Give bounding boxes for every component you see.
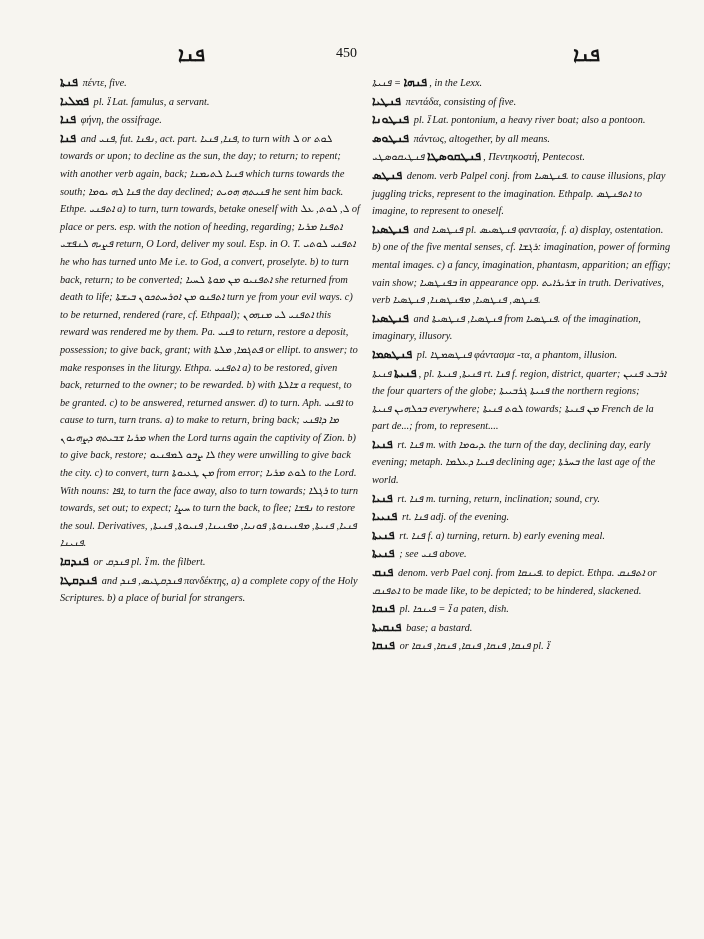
entry-headword: ܦܢܛܣ [372,167,403,182]
dictionary-entry [60,572,360,608]
dictionary-entry [372,346,672,365]
dictionary-entry [372,130,672,149]
entry-definition: denom. verb Palpel conj. from ܦܢܛܣܝܐ. to cause illusions, play juggling tricks, represent to the imagination. Ethpalp. ܐܬܦܢܛܣ to imagine, to represent to oneself. [372,170,666,218]
dictionary-entry [372,436,672,490]
dictionary-entry [372,545,672,564]
entry-definition: and ܦܢܛܣܝܐ pl. ܦܢܛܣܝܣ φαντασία, f. a) display, ostentation. b) one of the five mental senses, cf. ܪܓܫܐ: imagination, power of forming mental images. c) a fancy, imagination, phantasm, apparition; an effigy; vain show; ܒܦܢܛܣܝܐ in appearance opp. ܫܪܝܪܐܝܬ in truth. Derivatives, verb ܦܢܛܣ, ܦܢܛܣܝܐ, ܡܦܢܛܣܢܐ, ܦܢܛܣܝܐ. [372,224,671,307]
dictionary-entry [60,74,360,93]
entry-headword: ܦܢܝܬܐ [372,546,395,561]
dictionary-entry [60,111,360,130]
dictionary-entry [372,365,672,436]
left-running-head: ܦܢܐ [178,44,205,66]
entry-definition: pl. ܐ̈ Lat. famulus, a servant. [93,96,210,108]
dictionary-entry [372,74,672,93]
entry-headword: ܦܡܠܝܐ [60,93,89,108]
entry-definition: denom. verb Pael conj. from ܦܝܢܩܐ. to depict. Ethpa. ܐܬܦܢܩ or ܐܬܦܢܩ to be made like, to be depicted; to be hindered, slackened. [372,568,657,597]
dictionary-entry [372,167,672,221]
dictionary-entry [372,221,672,310]
entry-headword: ܦܢܝܬܐ [394,365,417,380]
entry-headword: ܦܢܝܝܐ [372,509,398,524]
entry-headword: ܦܢܩ [372,565,394,580]
entry-definition: base; a bastard. [406,622,473,634]
entry-definition: πέντε, five. [82,78,127,89]
entry-definition: rt. ܦܢܐ adj. of the evening. [401,512,510,524]
entry-headword: ܦܢܛܘܢܐ [372,112,410,127]
entry-definition: πάντως, altogether, by all means. [413,133,550,145]
entry-headword: ܦܢܬܐ [60,75,79,89]
entry-definition: = ܦܢܝܬܐ, in the Lexx. [372,78,483,89]
entry-headword: ܦܢܐ [60,112,77,127]
entry-definition: ܦܢܝܬܐ, pl. ܦܢܝܬܐ, ܦܢܝܬܐ rt. ܦܢܐ f. region, district, quarter; ܐܪܒܥ ܦܢܝܢ the four quarters of the globe; ܦܢܝܬܐ ܓܪܒܝܝܬܐ the northern regions; ܒܟܠܗܝܢ ܦܢܝܬܐ everywhere; ܠܘܬ ܦܢܝܬܐ towards; ܡܢ ܦܢܝܬܐ French de la part de...; from, to represent.... [372,368,667,433]
entry-definition: πεντάδα, consisting of five. [405,96,517,108]
entry-headword: ܦܢܩܝܬܐ [372,619,402,634]
entry-definition: pl. ܐ̈ = ܦܝܢܟܐ a paten, dish. [399,604,509,616]
entry-headword: ܦܢܛܣܝܐ [372,221,409,236]
running-header [60,44,660,68]
entry-headword: ܦܢܩܐ [372,601,395,616]
dictionary-entry [372,93,672,112]
dictionary-entry [372,619,672,638]
entry-headword: ܦܢܕܩܐ [60,554,89,569]
entry-headword: ܦܢܝܬܐ [372,527,395,542]
entry-definition: pl. ܦܢܛܣܡܛܐ φάντασμα -τα, a phantom, illusion. [416,349,618,361]
page-number: 450 [336,46,357,61]
right-running-head: ܦܢܐ [573,44,600,66]
entry-definition: or ܦܢܩܐ, ܦܢܩܐ, ܦܢܩܐ, ܦܢܩܐ, ܦܢܩܐ pl. ܐ̈ [399,641,550,653]
entry-headword: ܦܢܗܐ [403,75,428,89]
entry-definition: and ܦܢܝ, fut. ܢܦܢܐ, act. part. ܦܢܐ, ܦܢܝܐ, to turn with ܠ or ܠܘܬ towards or upon; to decline as the sun, the day; to return; to repent; with another verb again, back; ܦܢܝܐ ܠܬܝܡܢܐ which turns towards the south; ܦܢܐ ܠܗ ܝܘܡܐ the day declined; ܦܢܝܬܗ ܗܘܝܬ he sent him back. Ethpe. ܐܬܦܢܝ a) to turn, turn towards, betake oneself with ܠ, ܠܘܬ, ܥܠ of place or pers. esp. with the notion of heeding, regarding; ܐܬܦܢܐ ܡܪܝܐ ܦܨܝܗ ܠܢܦܫܝ return, O Lord, deliver my soul. Esp. in O. T. ܐܬܦܢܝ ܠܘܬܝ he who has turned unto Me i.e. to God, a convert, proselyte. b) to turn back, return; to be converted; ܐܬܦܢܝܘ ܡܢ ܡܘܬܐ ܠܚܝܐ she returned from death to life; ܐܬܦܢܘ ܡܢ ܐܘܪܚܬܟܘܢ ܒܝܫܬܐ turn ye from your evil ways. c) to be returned, rendered (rare, cf. Ethpaal); ܐܬܦܢܝ ܠܝ ܡܢܗܘܢ this reward was rendered me by them. Pa. ܦܢܝ to return, restore a deposit, possession; to give back, grant; with ܦܬܓܡܐ, ܡܠܬܐ or ellipt. to answer; to make responses in the liturgy. Ethpa. ܐܬܦܢܝ a) to be restored, given back, returned to the owner; to be rewarded. b) with ܫܐܠܬܐ a request, to be granted. c) to be answered, returned answer. d) to turn. Aph. ܐܦܢܝ to cause to turn, turn trans. a) to make to return, bring back; ܡܐ ܕܐܦܢܝ ܡܪܝܐ ܫܒܝܬܗ ܕܨܗܝܘܢ when the Lord turns again the captivity of Zion. b) to give back, restore; ܠܐ ܨܒܘ ܠܡܦܢܝܘ they were unwilling to give back the city. c) to convert, turn ܡܢ ܛܥܝܘܬܐ from error; ܠܘܬ ܡܪܝܐ to the Lord. With nouns: ܐܦܐ, to turn the face away, also to turn towards; ܪܓܠܐ to turn towards, set out; to expect; ܚܨܐ to turn the back, to flee; ܢܦܫܐ to restore the soul. Derivatives, ܦܢܝܐ, ܦܢܝܬܐ, ܡܦܢܝܢܘܬܐ, ܦܘܢܝܐ, ܡܦܢܝܢܐ, ܦܢܝܘܬܐ, ܦܢܝܬܐ, ܦܢܝܢܐ. [60,133,360,550]
dictionary-entry [372,111,672,130]
entry-definition: rt. ܦܢܐ f. a) turning, return. b) early evening meal. [399,530,605,542]
entry-definition: φήνη, the ossifrage. [80,115,162,127]
entry-definition: rt. ܦܢܐ m. turning, return, inclination; sound, cry. [397,493,600,505]
dictionary-entry [372,527,672,546]
dictionary-entry [372,490,672,509]
entry-headword: ܦܢܐ [60,130,77,145]
entry-headword: ܦܢܝܐ [372,436,393,451]
dictionary-entry [372,564,672,600]
entry-definition: ܦܢܛܝܩܘܣܛܝ, Πεντηκοστή, Pentecost. [372,152,585,164]
dictionary-entry [372,148,672,167]
dictionary-entry [372,310,672,346]
entry-headword: ܦܢܩܐ [372,638,395,653]
entry-definition: rt. ܦܢܐ m. with ܕܝܘܡܐ. the turn of the day, declining day, early evening; metaph. ܦܢܝܐ ܕܥܠܡܐ declining age; ܒܚܪܬܐ the last age of the world. [372,439,656,487]
entry-headword: ܦܢܛܩܘܣܛܐ [427,149,482,164]
entry-headword: ܦܢܛܣܡܐ [372,346,413,361]
entry-headword: ܦܢܕܩܛܐ [60,572,98,587]
dictionary-entry [60,553,360,572]
entry-headword: ܦܢܛܣܝܐ [372,310,409,325]
entry-headword: ܦܢܛܘܣ [372,130,410,145]
left-column [60,74,360,608]
entry-headword: ܦܢܛܝܐ [372,93,402,108]
dictionary-entry [60,130,360,553]
entry-definition: and ܦܢܛܣܝܐ, ܦܢܛܣܝܬܐ from ܦܢܛܣܝܐ. of the imagination, imaginary, illusory. [372,313,641,343]
dictionary-entry [372,637,672,656]
dictionary-entry [372,600,672,619]
dictionary-entry [60,93,360,112]
entry-definition: pl. ܐ̈ Lat. pontonium, a heavy river boat; also a pontoon. [413,115,646,127]
right-column [372,74,672,656]
entry-headword: ܦܢܝܐ [372,490,393,505]
dictionary-entry [372,508,672,527]
entry-definition: and ܦܢܕܩܛܝܣ, ܦܢܕ πανδέκτης, a) a complete copy of the Holy Scriptures. b) a place of burial for strangers. [60,575,358,605]
entry-definition: or ܦܢܕܩ pl. ܐ̈ m. the filbert. [93,557,206,569]
entry-definition: ; see ܦܢܝ above. [399,549,467,561]
